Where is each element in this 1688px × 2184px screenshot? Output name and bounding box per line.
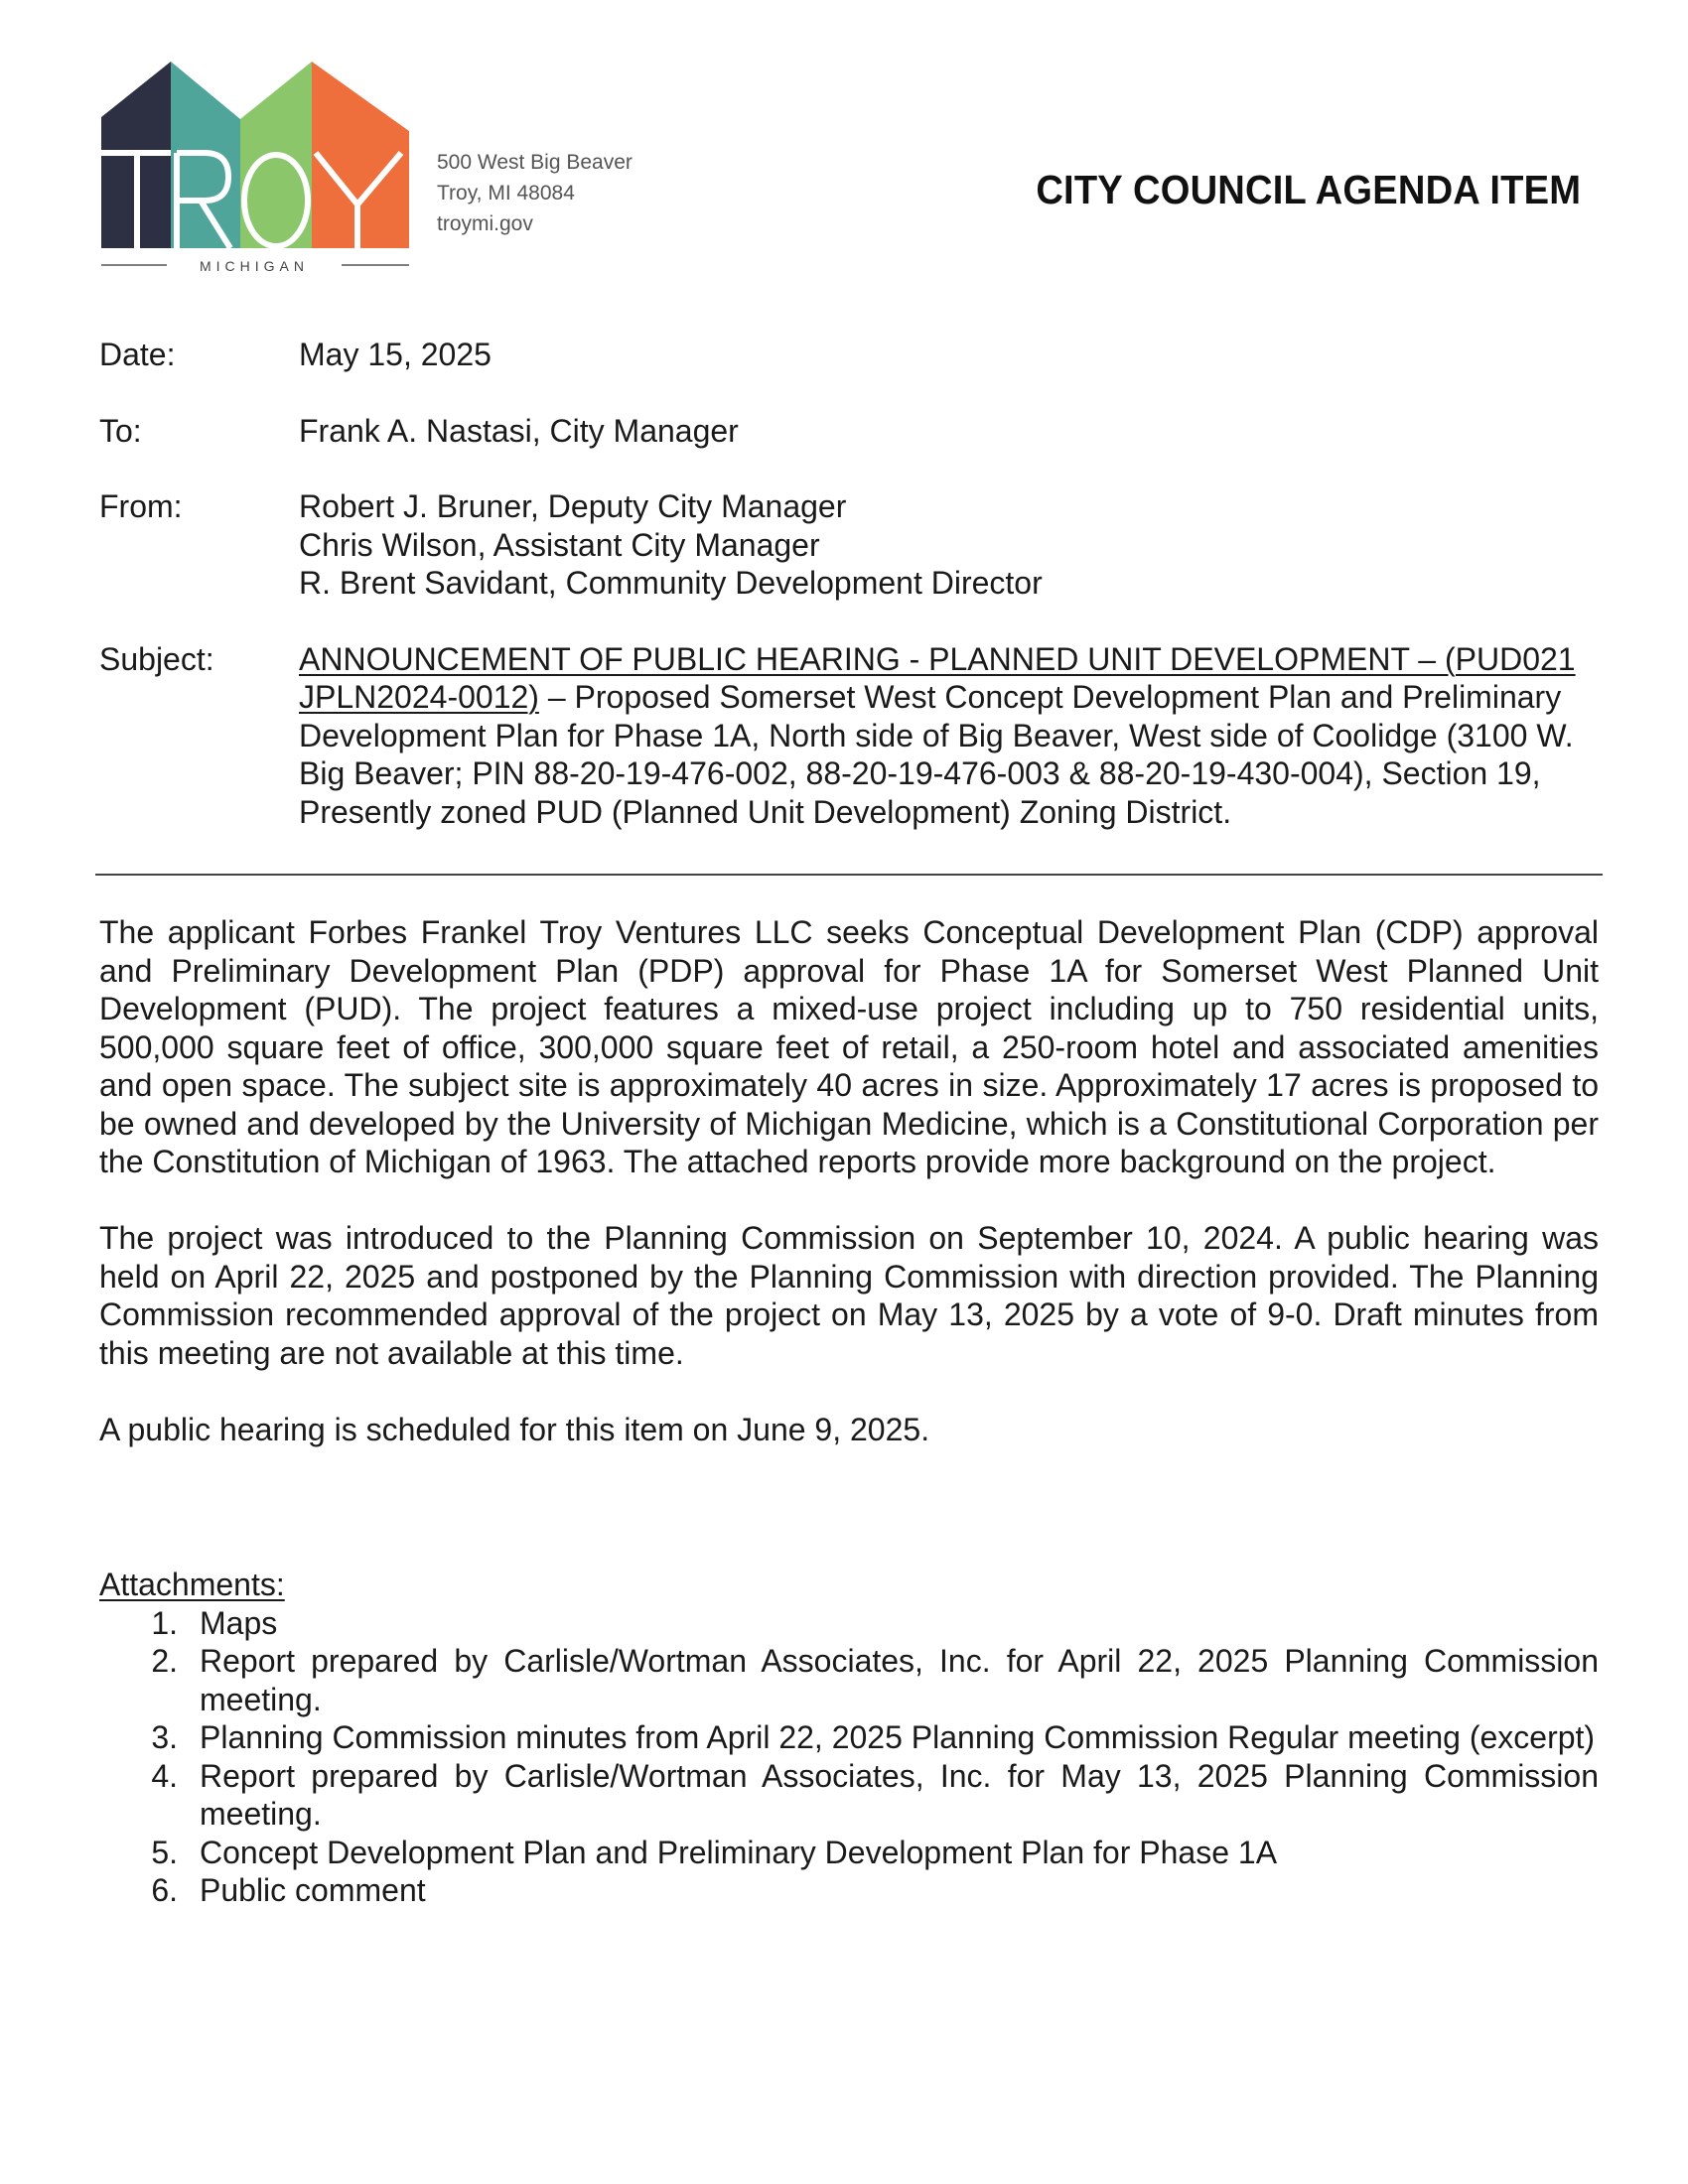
logo-subword: MICHIGAN — [200, 258, 309, 274]
memo-header — [99, 336, 1601, 831]
from-value — [299, 487, 1601, 603]
subject-row — [99, 640, 1601, 832]
item-number: 4. — [151, 1757, 178, 1794]
list-item — [99, 1834, 1599, 1872]
subject-label: Subject: — [99, 640, 214, 677]
date-label: Date: — [99, 337, 176, 372]
city-address — [437, 147, 633, 239]
body-paragraph: The applicant Forbes Frankel Troy Ventures LLC seeks Conceptual Development Plan (CDP) approval and Preliminary Development Plan (PDP) approval for Phase 1A for Somerset West Planned Unit Development (PUD). The project features a mixed-use project including up to 750 residential units, 500,000 square feet of office, 300,000 square feet of retail, a 250-room hotel and associated amenities and open space. The subject site is approximately 40 acres in size. Approximately 17 acres is proposed to be owned and developed by the University of Michigan Medicine, which is a Constitutional Corporation per the Constitution of Michigan of 1963. The attached reports provide more background on the project. — [99, 914, 1599, 1179]
attachments-section — [99, 1566, 1599, 1910]
item-number: 6. — [151, 1872, 178, 1908]
item-number: 1. — [151, 1604, 178, 1641]
item-text: Report prepared by Carlisle/Wortman Associates, Inc. for May 13, 2025 Planning Commission meeting. — [200, 1757, 1599, 1832]
address-line-1: 500 West Big Beaver — [437, 151, 633, 174]
list-item — [99, 1757, 1599, 1834]
subject-value — [299, 640, 1601, 832]
body-paragraph: The project was introduced to the Planning Commission on September 10, 2024. A public hearing was held on April 22, 2025 and postponed by the Planning Commission with direction provided. The Planning Commission recommended approval of the project on May 13, 2025 by a vote of 9-0. Draft minutes from this meeting are not available at this time. — [99, 1220, 1599, 1371]
memo-body — [99, 913, 1599, 1487]
from-line: Robert J. Bruner, Deputy City Manager — [299, 488, 847, 524]
from-line: R. Brent Savidant, Community Development Director — [299, 565, 1043, 601]
document-title: CITY COUNCIL AGENDA ITEM — [1036, 167, 1581, 212]
subject-detail: – Proposed Somerset West Concept Development Plan and Preliminary Development Plan for Phase 1A, North side of Big Beaver, West side of Coolidge (3100 W. Big Beaver; PIN 88-20-19-476-002, 88-20-19-476-003 & 88-20-19-430-004), Section 19, Presently zoned PUD (Planned Unit Development) Zoning District. — [299, 679, 1574, 830]
subject-heading: ANNOUNCEMENT OF PUBLIC HEARING - PLANNED UNIT DEVELOPMENT – (PUD021 JPLN2024-0012) — [299, 640, 1576, 715]
list-item — [99, 1871, 1599, 1910]
address-line-2: Troy, MI 48084 — [437, 182, 575, 205]
attachments-list — [99, 1604, 1599, 1910]
to-row — [99, 412, 1601, 451]
list-item — [99, 1718, 1599, 1757]
to-label: To: — [99, 412, 142, 449]
attachments-title: Attachments: — [99, 1567, 285, 1602]
from-label: From: — [99, 488, 183, 524]
item-number: 3. — [151, 1719, 178, 1755]
website-link[interactable]: troymi.gov — [437, 212, 533, 235]
item-number: 2. — [151, 1643, 178, 1679]
item-number: 5. — [151, 1834, 178, 1870]
from-line: Chris Wilson, Assistant City Manager — [299, 526, 820, 563]
from-row — [99, 487, 1601, 603]
item-text: Maps — [200, 1604, 278, 1641]
divider — [95, 874, 1603, 876]
troy-logo — [97, 58, 413, 274]
date-value: May 15, 2025 — [299, 337, 492, 372]
item-text: Report prepared by Carlisle/Wortman Associates, Inc. for April 22, 2025 Planning Commission meeting. — [200, 1643, 1599, 1717]
item-text: Planning Commission minutes from April 22, 2025 Planning Commission Regular meeting (excerpt) — [200, 1719, 1596, 1755]
to-value: Frank A. Nastasi, City Manager — [299, 412, 739, 449]
body-paragraph: A public hearing is scheduled for this item on June 9, 2025. — [99, 1411, 930, 1447]
date-row — [99, 336, 1601, 374]
list-item — [99, 1604, 1599, 1643]
item-text: Concept Development Plan and Preliminary Development Plan for Phase 1A — [200, 1834, 1278, 1870]
item-text: Public comment — [200, 1872, 426, 1908]
list-item — [99, 1642, 1599, 1718]
